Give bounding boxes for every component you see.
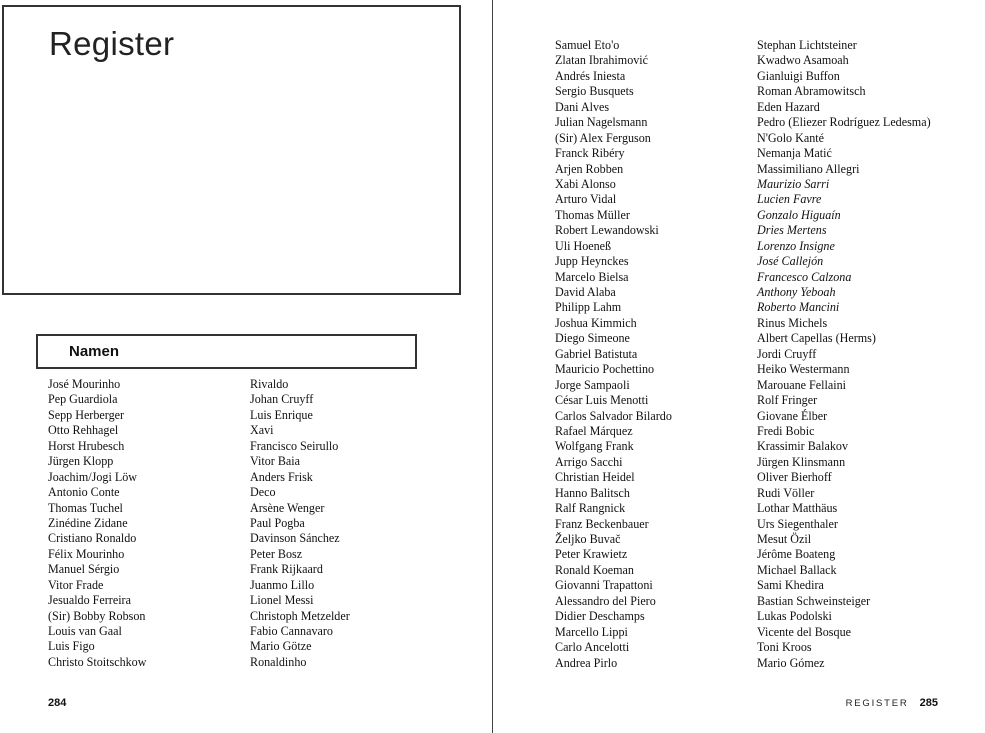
name-entry: Massimiliano Allegri: [757, 161, 860, 176]
name-entry: Krassimir Balakov: [757, 439, 849, 454]
name-entry: Stephan Lichtsteiner: [757, 38, 857, 52]
name-entry: Željko Buvač: [555, 532, 621, 546]
name-entry: Rolf Fringer: [757, 393, 818, 408]
name-entry: Kwadwo Asamoah: [757, 53, 849, 68]
name-entry: Antonio Conte: [48, 485, 120, 500]
name-entry: Oliver Bierhoff: [757, 470, 832, 485]
name-entry: Andrea Pirlo: [555, 655, 618, 670]
name-entry: Jordi Cruyff: [757, 346, 817, 361]
name-entry: Joshua Kimmich: [555, 315, 637, 330]
page-number-right: 285: [919, 697, 938, 709]
name-entry: Dries Mertens: [757, 223, 827, 238]
name-entry: Didier Deschamps: [555, 609, 645, 624]
name-entry: Carlos Salvador Bilardo: [555, 408, 672, 423]
name-entry: Fredi Bobic: [757, 423, 815, 438]
name-entry: Anders Frisk: [250, 469, 313, 484]
name-entry: Thomas Tuchel: [48, 500, 123, 515]
name-entry: N'Golo Kanté: [757, 130, 824, 145]
name-entry: Peter Bosz: [250, 546, 303, 561]
name-entry: Christian Heidel: [555, 470, 635, 485]
name-entry: Juanmo Lillo: [250, 577, 315, 592]
name-entry: (Sir) Alex Ferguson: [555, 130, 651, 145]
name-entry: Rinus Michels: [757, 315, 828, 330]
name-entry: Uli Hoeneß: [555, 238, 612, 253]
name-entry: Gonzalo Higuaín: [757, 207, 841, 222]
name-entry: Gabriel Batistuta: [555, 346, 638, 361]
name-entry: Giovane Élber: [757, 408, 828, 423]
name-entry: Marcello Lippi: [555, 624, 628, 639]
names-list-right-col2: [757, 38, 931, 671]
name-entry: Joachim/Jogi Löw: [48, 469, 138, 484]
name-entry: Vitor Baia: [250, 454, 300, 469]
name-entry: Johan Cruyff: [250, 392, 314, 407]
name-entry: Sepp Herberger: [48, 407, 125, 422]
name-entry: Arsène Wenger: [250, 500, 325, 515]
name-entry: Giovanni Trapattoni: [555, 578, 653, 593]
name-entry: Jorge Sampaoli: [555, 377, 630, 392]
name-entry: Michael Ballack: [757, 562, 837, 577]
name-entry: Vicente del Bosque: [757, 624, 851, 639]
name-entry: Francesco Calzona: [757, 269, 852, 284]
name-entry: Philipp Lahm: [555, 300, 622, 315]
name-entry: Lukas Podolski: [757, 609, 832, 624]
name-entry: Jesualdo Ferreira: [48, 593, 131, 608]
name-entry: Andrés Iniesta: [555, 68, 626, 83]
name-entry: Alessandro del Piero: [555, 593, 656, 608]
name-entry: Urs Siegenthaler: [757, 516, 838, 531]
name-entry: Marcelo Bielsa: [555, 269, 629, 284]
name-entry: Jürgen Klopp: [48, 454, 114, 469]
name-entry: Dani Alves: [555, 99, 610, 114]
name-entry: Rafael Márquez: [555, 423, 633, 438]
name-entry: Ronald Koeman: [555, 562, 634, 577]
name-entry: Francisco Seirullo: [250, 438, 339, 453]
name-entry: Heiko Westermann: [757, 362, 850, 377]
name-entry: Wolfgang Frank: [555, 439, 634, 454]
running-head: REGISTER: [845, 698, 909, 709]
name-entry: Xavi: [250, 423, 274, 438]
name-entry: Deco: [250, 485, 276, 500]
name-entry: Arjen Robben: [555, 161, 624, 176]
names-list-right-col1: [555, 38, 672, 671]
name-entry: Mauricio Pochettino: [555, 362, 655, 377]
name-entry: Franz Beckenbauer: [555, 516, 649, 531]
name-entry: Roberto Mancini: [757, 300, 840, 315]
name-entry: Vitor Frade: [48, 577, 104, 592]
name-entry: Hanno Balitsch: [555, 485, 630, 500]
name-entry: David Alaba: [555, 285, 616, 299]
name-entry: Luis Figo: [48, 639, 95, 654]
name-entry: Albert Capellas (Herms): [757, 331, 876, 346]
name-entry: Rivaldo: [250, 377, 289, 391]
name-entry: Mesut Özil: [757, 532, 812, 546]
name-entry: Zlatan Ibrahimović: [555, 53, 649, 68]
section-heading: Namen: [69, 343, 120, 360]
name-entry: Robert Lewandowski: [555, 223, 659, 238]
name-entry: Luis Enrique: [250, 407, 313, 422]
name-entry: Anthony Yeboah: [757, 285, 836, 299]
name-entry: Christo Stoitschkow: [48, 654, 147, 669]
name-entry: Roman Abramowitsch: [757, 84, 866, 99]
name-entry: Lothar Matthäus: [757, 501, 838, 516]
name-entry: Thomas Müller: [555, 207, 630, 222]
names-list-left-col1: [48, 377, 146, 670]
name-entry: Toni Kroos: [757, 640, 812, 655]
name-entry: Davinson Sánchez: [250, 531, 340, 546]
page-title: Register: [49, 25, 175, 62]
name-entry: José Callejón: [757, 254, 824, 269]
name-entry: Pep Guardiola: [48, 392, 118, 407]
name-entry: Paul Pogba: [250, 515, 305, 530]
name-entry: Jérôme Boateng: [757, 547, 836, 562]
name-entry: Jürgen Klinsmann: [757, 454, 846, 469]
name-entry: Bastian Schweinsteiger: [757, 593, 871, 608]
name-entry: Arturo Vidal: [555, 192, 617, 207]
name-entry: (Sir) Bobby Robson: [48, 608, 146, 623]
name-entry: Manuel Sérgio: [48, 562, 120, 577]
name-entry: Nemanja Matić: [757, 146, 832, 161]
name-entry: Peter Krawietz: [555, 547, 628, 562]
name-entry: Marouane Fellaini: [757, 377, 846, 392]
name-entry: Gianluigi Buffon: [757, 68, 840, 83]
name-entry: Pedro (Eliezer Rodríguez Ledesma): [757, 115, 931, 130]
name-entry: Lorenzo Insigne: [757, 238, 835, 253]
name-entry: Sergio Busquets: [555, 84, 634, 99]
footer-right: [846, 697, 938, 709]
name-entry: Julian Nagelsmann: [555, 115, 648, 130]
name-entry: Lionel Messi: [250, 593, 314, 608]
section-header-box: [36, 334, 417, 369]
name-entry: Eden Hazard: [757, 99, 820, 114]
page-gutter: [492, 0, 493, 733]
name-entry: Fabio Cannavaro: [250, 624, 333, 638]
name-entry: Mario Gómez: [757, 655, 825, 670]
page-number-left: 284: [48, 697, 67, 709]
name-entry: Maurizio Sarri: [757, 176, 830, 191]
name-entry: Otto Rehhagel: [48, 423, 119, 438]
name-entry: Rudi Völler: [757, 485, 815, 500]
name-entry: Louis van Gaal: [48, 624, 122, 638]
name-entry: Félix Mourinho: [48, 546, 125, 561]
name-entry: Sami Khedira: [757, 578, 824, 593]
name-entry: Mario Götze: [250, 639, 312, 654]
name-entry: Arrigo Sacchi: [555, 454, 623, 469]
names-list-left-col2: [250, 377, 350, 670]
title-box: [2, 5, 461, 295]
name-entry: Frank Rijkaard: [250, 562, 323, 577]
name-entry: Lucien Favre: [757, 192, 822, 207]
name-entry: Diego Simeone: [555, 331, 630, 346]
name-entry: Ralf Rangnick: [555, 501, 626, 516]
name-entry: Cristiano Ronaldo: [48, 531, 137, 546]
name-entry: José Mourinho: [48, 377, 121, 391]
name-entry: Christoph Metzelder: [250, 608, 350, 623]
name-entry: Franck Ribéry: [555, 146, 625, 161]
name-entry: Xabi Alonso: [555, 176, 616, 191]
name-entry: Horst Hrubesch: [48, 438, 125, 453]
name-entry: Samuel Eto'o: [555, 38, 620, 52]
name-entry: Jupp Heynckes: [555, 254, 629, 269]
name-entry: Zinédine Zidane: [48, 515, 128, 530]
name-entry: César Luis Menotti: [555, 393, 649, 408]
name-entry: Carlo Ancelotti: [555, 640, 630, 655]
name-entry: Ronaldinho: [250, 654, 307, 669]
